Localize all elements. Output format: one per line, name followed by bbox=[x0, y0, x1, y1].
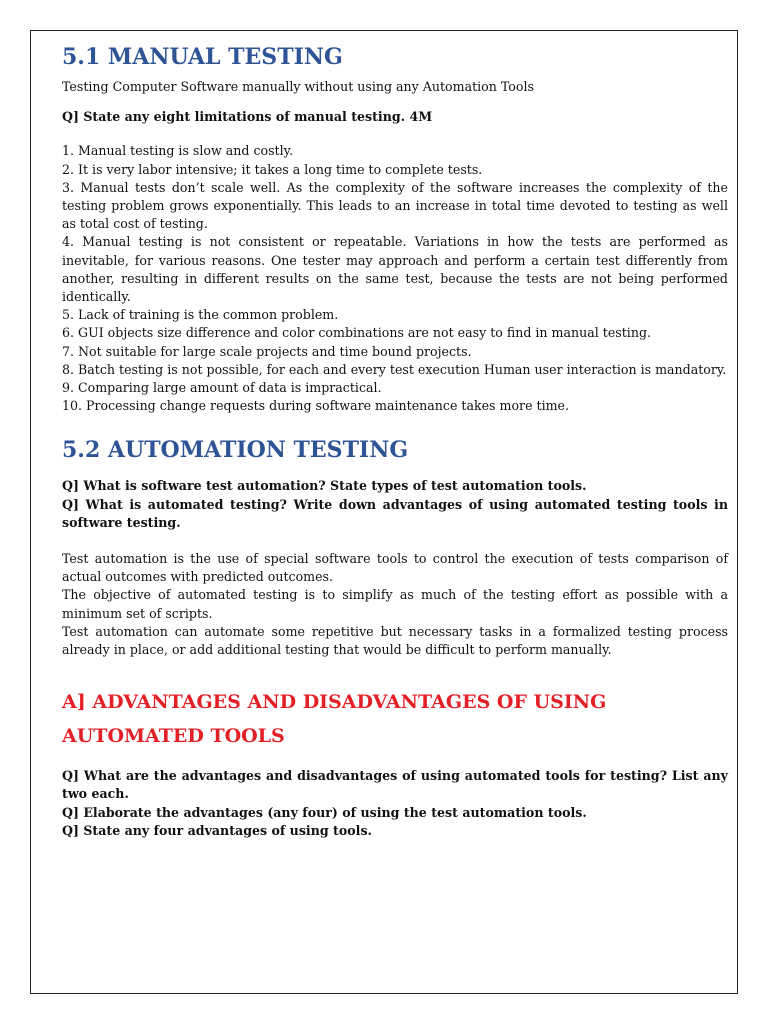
limitation-item: 2. It is very labor intensive; it takes a long time to complete tests. bbox=[62, 161, 483, 177]
advantages-question: Q] What are the advantages and disadvantages of using automated tools for testing? List any two each. bbox=[62, 768, 728, 802]
limitation-item: 7. Not suitable for large scale projects and time bound projects. bbox=[62, 343, 472, 359]
advantages-question: Q] Elaborate the advantages (any four) of using the test automation tools. bbox=[62, 804, 587, 820]
automation-paragraph: Test automation can automate some repetitive but necessary tasks in a formalized testing process already in place, or add additional testing that would be difficult to perform manually. bbox=[62, 623, 728, 658]
limitation-item: 1. Manual testing is slow and costly. bbox=[62, 143, 294, 159]
limitation-item: 10. Processing change requests during software maintenance takes more time. bbox=[62, 398, 570, 414]
limitation-item: 8. Batch testing is not possible, for each and every test execution Human user interaction is mandatory. bbox=[62, 361, 727, 377]
automation-paragraph: The objective of automated testing is to simplify as much of the testing effort as possible with a minimum set of scripts. bbox=[62, 587, 728, 621]
limitation-item: 3. Manual tests don’t scale well. As the complexity of the software increases the complexity of the testing problem grows exponentially. This leads to an increase in total time devoted to testing as well as total cost of testing. bbox=[62, 179, 728, 232]
manual-testing-intro: Testing Computer Software manually without using any Automation Tools bbox=[62, 79, 534, 94]
advantages-question: Q] State any four advantages of using tools. bbox=[62, 822, 372, 838]
limitation-item: 5. Lack of training is the common problem. bbox=[62, 307, 339, 323]
automation-question: Q] What is automated testing? Write down advantages of using automated testing tools in software testing. bbox=[62, 496, 728, 530]
document-content bbox=[62, 40, 728, 840]
manual-testing-heading: 5.1 MANUAL TESTING bbox=[62, 44, 343, 70]
automation-question: Q] What is software test automation? State types of test automation tools. bbox=[62, 478, 587, 494]
manual-limitations-question: Q] State any eight limitations of manual testing. 4M bbox=[62, 109, 433, 125]
advantages-heading: A] ADVANTAGES AND DISADVANTAGES OF USING AUTOMATED TOOLS bbox=[62, 691, 607, 748]
limitations-list bbox=[62, 142, 728, 415]
limitation-item: 6. GUI objects size difference and color combinations are not easy to find in manual testing. bbox=[62, 325, 652, 341]
limitation-item: 9. Comparing large amount of data is impractical. bbox=[62, 380, 382, 396]
automation-testing-heading: 5.2 AUTOMATION TESTING bbox=[62, 437, 409, 464]
limitation-item: 4. Manual testing is not consistent or repeatable. Variations in how the tests are performed as inevitable, for various reasons. One tester may approach and perform a certain test differently from another, resulting in different results on the same test, because the tests are not being performed identically. bbox=[62, 234, 728, 305]
automation-paragraph: Test automation is the use of special software tools to control the execution of tests comparison of actual outcomes with predicted outcomes. bbox=[62, 551, 728, 585]
